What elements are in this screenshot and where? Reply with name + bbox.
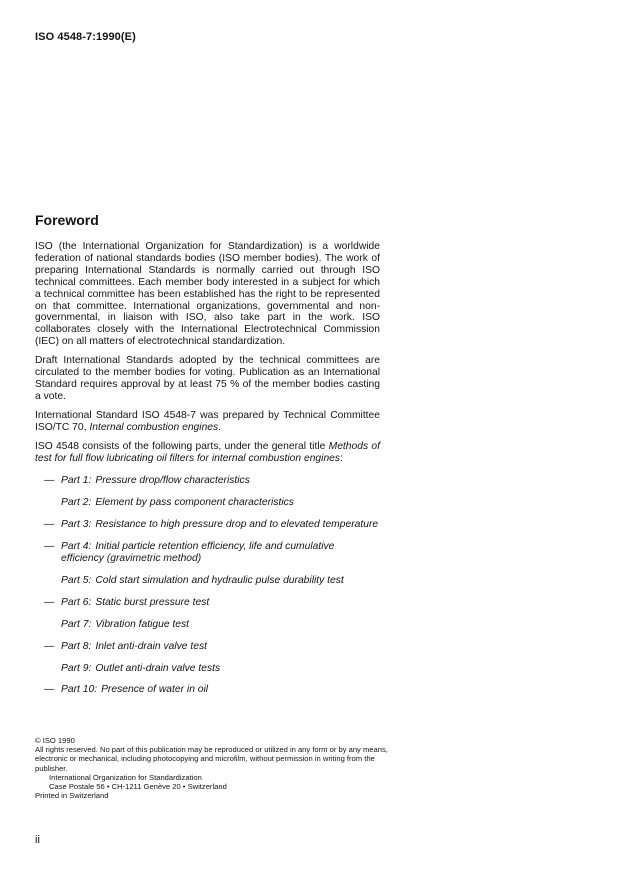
list-dash: — bbox=[44, 475, 55, 487]
part-title: Element by pass component characteristics bbox=[95, 497, 294, 509]
list-dash: — bbox=[44, 519, 55, 531]
foreword-body bbox=[35, 241, 380, 706]
general-title: Methods of test for full flow lubricating oil filters for internal combustion engines bbox=[35, 440, 380, 464]
list-item bbox=[35, 475, 380, 487]
parts-intro-text: ISO 4548 consists of the following parts, under the general title bbox=[35, 440, 329, 452]
list-item bbox=[35, 597, 380, 609]
part-number: Part 5: bbox=[61, 574, 92, 586]
part-number: Part 6: bbox=[61, 596, 92, 608]
part-number: Part 1: bbox=[61, 475, 92, 487]
list-item bbox=[35, 497, 380, 509]
part-title: Presence of water in oil bbox=[101, 684, 209, 696]
intro-paragraph: ISO (the International Organization for Standardization) is a worldwide federation of national standards bodies (ISO member bodies). The work of preparing International Standards is normally carried out through ISO technical committees. Each member body interested in a subject for which a technical committee has been established has the right to be represented on that committee. International organizations, governmental and non-governmental, in liaison with ISO, also take part in the work. ISO collaborates closely with the International Electrotechnical Commission (IEC) on all matters of electrotechnical standardization. bbox=[35, 241, 380, 348]
part-number: Part 2: bbox=[61, 497, 92, 509]
list-item bbox=[35, 641, 380, 653]
parts-intro-paragraph bbox=[35, 441, 380, 465]
printed-in: Printed in Switzerland bbox=[35, 791, 109, 801]
part-title: Initial particle retention efficiency, life and cumulative efficiency (gravimetric method) bbox=[61, 541, 335, 565]
page-number: ii bbox=[35, 834, 40, 846]
list-item bbox=[35, 684, 380, 696]
list-item bbox=[35, 663, 380, 675]
publisher-name: International Organization for Standardization bbox=[49, 772, 202, 782]
list-item bbox=[35, 519, 380, 531]
list-dash: — bbox=[44, 684, 55, 696]
document-header: ISO 4548-7:1990(E) bbox=[35, 31, 136, 43]
parts-list bbox=[35, 475, 380, 696]
list-item bbox=[35, 575, 380, 587]
part-number: Part 10: bbox=[61, 684, 98, 696]
part-number: Part 4: bbox=[61, 541, 92, 553]
copyright-line: © ISO 1990 bbox=[35, 736, 75, 745]
section-heading: Foreword bbox=[35, 212, 99, 228]
rights-statement: All rights reserved. No part of this publication may be reproduced or utilized in any form or by any means, electronic or mechanical, including photocopying and microfilm, without permission in writing from the publisher. bbox=[35, 745, 388, 773]
part-number: Part 8: bbox=[61, 640, 92, 652]
parts-intro-end: : bbox=[340, 452, 343, 464]
list-dash: — bbox=[44, 640, 55, 652]
part-title: Pressure drop/flow characteristics bbox=[95, 475, 250, 487]
copyright-block bbox=[35, 736, 390, 800]
voting-paragraph: Draft International Standards adopted by the technical committees are circulated to the member bodies for voting. Publication as an International Standard requires approval by at least 75 % of the member bodies casting a vote. bbox=[35, 355, 380, 402]
committee-paragraph bbox=[35, 410, 380, 434]
list-item bbox=[35, 619, 380, 631]
list-dash: — bbox=[44, 541, 55, 553]
part-title: Outlet anti-drain valve tests bbox=[95, 662, 221, 674]
part-title: Static burst pressure test bbox=[95, 596, 210, 608]
publisher-address: Case Postale 56 • CH-1211 Genève 20 • Switzerland bbox=[49, 782, 227, 792]
committee-text: International Standard ISO 4548-7 was prepared by Technical Committee ISO/TC 70, bbox=[35, 409, 380, 433]
part-title: Vibration fatigue test bbox=[95, 618, 190, 630]
list-dash: — bbox=[44, 596, 55, 608]
part-number: Part 7: bbox=[61, 618, 92, 630]
part-number: Part 3: bbox=[61, 519, 92, 531]
list-item bbox=[35, 541, 380, 565]
part-title: Cold start simulation and hydraulic pulse durability test bbox=[95, 574, 344, 586]
part-title: Resistance to high pressure drop and to elevated temperature bbox=[95, 519, 379, 531]
committee-name: Internal combustion engines bbox=[89, 421, 219, 433]
committee-end: . bbox=[218, 421, 222, 433]
part-number: Part 9: bbox=[61, 662, 92, 674]
part-title: Inlet anti-drain valve test bbox=[95, 640, 207, 652]
